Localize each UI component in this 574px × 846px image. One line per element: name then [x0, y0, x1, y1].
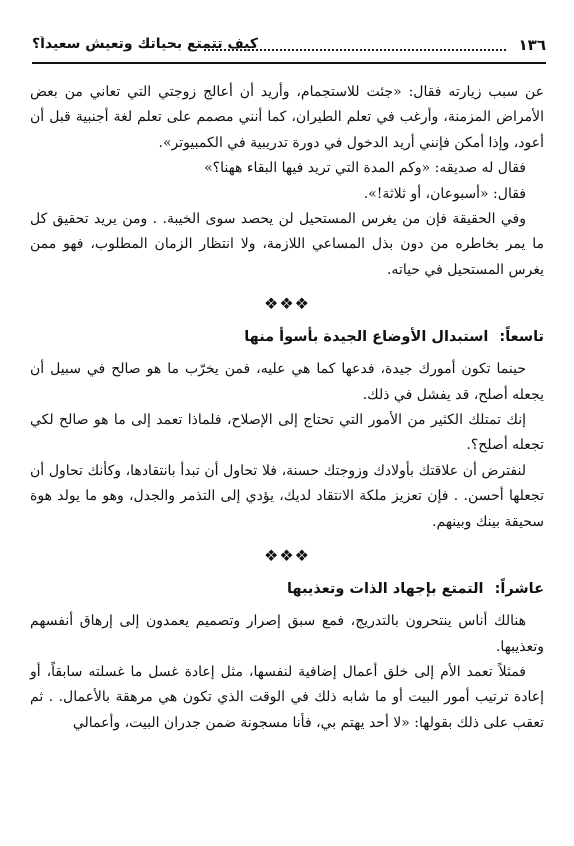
paragraph: فقال له صديقه: «وكم المدة التي تريد فيها البقاء ههنا؟»	[204, 160, 526, 177]
section-separator: ❖❖❖	[263, 546, 311, 566]
section-heading	[30, 577, 544, 601]
paragraph: فمثلاً تعمد الأم إلى خلق أعمال إضافية لنفسها، مثل إعادة غسل ما غسلته سابقاً، أو إعادة ترتيب أمور البيت أو ما شابه ذلك في الوقت الذي تكون هي مرهقة بالأعمال. . ثم تعقب على ذلك بقولها: «لا أحد يهتم بي، فأنا مسجونة ضمن جدران البيت، وأعمالي	[30, 663, 544, 731]
paragraph: هنالك أناس ينتحرون بالتدريج، فمع سبق إصرار وتصميم يعمدون إلى إرهاق أنفسهم وتعذيبها.	[30, 613, 544, 655]
header-rule	[32, 62, 546, 64]
paragraph: فقال: «أسبوعان، أو ثلاثة!».	[363, 185, 526, 202]
page-body	[30, 80, 544, 736]
section-title: استبدال الأوضاع الجيدة بأسوأ منها	[244, 329, 489, 346]
section-heading	[30, 325, 544, 349]
paragraph: لنفترض أن علاقتك بأولادك وزوجتك حسنة، فلا تحاول أن تبدأ بانتقادها، وكأنك تحاول أن تجعلها أحسن. . فإن تعزيز ملكة الانتقاد لديك، يؤدي إلى التذمر والجدل، وهو ما يولد هوة سحيقة بينك وبينهم.	[30, 462, 544, 530]
section-number: عاشراً:	[494, 581, 544, 598]
paragraph: عن سبب زيارته فقال: «جئت للاستجمام، وأريد أن أعالج زوجتي التي تعاني من بعض الأمراض المزمنة، وأرغب في تعلم الطيران، كما أنني مصمم على تعلم لغة أجنبية قبل أن أعود، وإذا أمكن فإنني أريد الدخول في دورة تدريبية في الكمبيوتر».	[30, 84, 544, 151]
running-header	[32, 36, 546, 58]
running-title: كيف تتمتع بحياتك وتعيش سعيداً؟	[32, 36, 259, 52]
section-separator: ❖❖❖	[263, 294, 311, 314]
paragraph: حينما تكون أمورك جيدة، فدعها كما هي عليه، فمن يخرّب ما هو صالح في سبيل أن يجعله أصلح، قد يفشل في ذلك.	[30, 361, 544, 403]
section-title: التمتع بإجهاد الذات وتعذيبها	[286, 581, 484, 598]
section-number: تاسعاً:	[499, 329, 544, 346]
page-number: ١٣٦	[518, 36, 546, 54]
paragraph: إنك تمتلك الكثير من الأمور التي تحتاج إلى الإصلاح، فلماذا تعمد إلى ما هو صالح لكي تجعله أصلح؟.	[30, 412, 544, 454]
paragraph: وفي الحقيقة فإن من يغرس المستحيل لن يحصد سوى الخيبة. . ومن يريد تحقيق كل ما يمر بخاطره من دون بذل المساعي اللازمة، ولا انتظار الزمان المطلوب، فهو ممن يغرس المستحيل في حياته.	[30, 211, 544, 278]
